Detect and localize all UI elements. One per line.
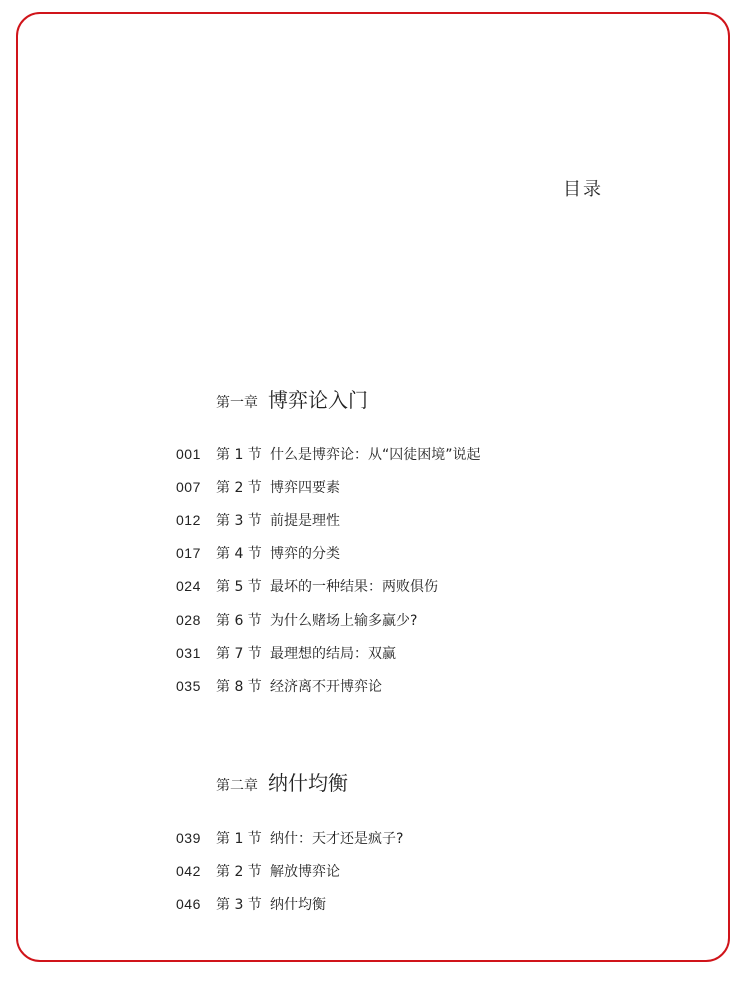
entry-title: 博弈四要素 (270, 479, 340, 496)
toc-entry[interactable] (176, 503, 481, 536)
entry-title: 最坏的一种结果：两败俱伤 (270, 579, 438, 596)
entry-title: 博弈的分类 (270, 546, 340, 563)
entry-page-number: 017 (176, 545, 201, 562)
toc-entry[interactable] (176, 636, 481, 669)
entry-section: 第 7 节 (216, 645, 262, 662)
toc-entry[interactable] (176, 669, 481, 702)
chapter-1-heading (216, 384, 368, 413)
chapter-label: 第一章 (216, 395, 258, 411)
toc-entry[interactable] (176, 821, 403, 854)
entry-title: 什么是博弈论：从“囚徒困境”说起 (270, 446, 481, 463)
entry-title: 最理想的结局：双赢 (270, 645, 396, 662)
entry-section: 第 1 节 (216, 446, 262, 463)
toc-entry[interactable] (176, 470, 481, 503)
toc-entry[interactable] (176, 854, 403, 887)
entry-section: 第 4 节 (216, 546, 262, 563)
chapter-label: 第二章 (216, 778, 258, 794)
toc-entry[interactable] (176, 437, 481, 470)
chapter-1-entries (176, 437, 481, 703)
chapter-name: 纳什均衡 (268, 771, 348, 795)
entry-page-number: 031 (176, 644, 201, 661)
toc-entry[interactable] (176, 603, 481, 636)
entry-title: 解放博弈论 (270, 863, 340, 880)
entry-page-number: 001 (176, 445, 201, 462)
chapter-2-heading (216, 767, 348, 796)
entry-title: 纳什：天才还是疯子? (270, 830, 404, 847)
entry-section: 第 2 节 (216, 479, 262, 496)
entry-section: 第 1 节 (216, 830, 262, 847)
toc-entry[interactable] (176, 570, 481, 603)
entry-section: 第 2 节 (216, 863, 262, 880)
entry-page-number: 035 (176, 677, 201, 694)
entry-page-number: 012 (176, 511, 201, 528)
entry-section: 第 3 节 (216, 896, 262, 913)
chapter-name: 博弈论入门 (268, 388, 368, 412)
entry-section: 第 6 节 (216, 612, 262, 629)
entry-page-number: 042 (176, 862, 201, 879)
entry-page-number: 024 (176, 578, 201, 595)
entry-title: 为什么赌场上输多赢少? (270, 612, 418, 629)
entry-title: 前提是理性 (270, 512, 340, 529)
entry-section: 第 8 节 (216, 678, 262, 695)
chapter-2-entries (176, 821, 403, 921)
entry-section: 第 3 节 (216, 512, 262, 529)
entry-section: 第 5 节 (216, 579, 262, 596)
toc-title: 目录 (563, 179, 603, 200)
entry-page-number: 028 (176, 611, 201, 628)
entry-title: 经济离不开博弈论 (270, 678, 382, 695)
entry-title: 纳什均衡 (270, 896, 326, 913)
entry-page-number: 039 (176, 829, 201, 846)
toc-entry[interactable] (176, 537, 481, 570)
toc-entry[interactable] (176, 887, 403, 920)
entry-page-number: 007 (176, 478, 201, 495)
entry-page-number: 046 (176, 895, 201, 912)
